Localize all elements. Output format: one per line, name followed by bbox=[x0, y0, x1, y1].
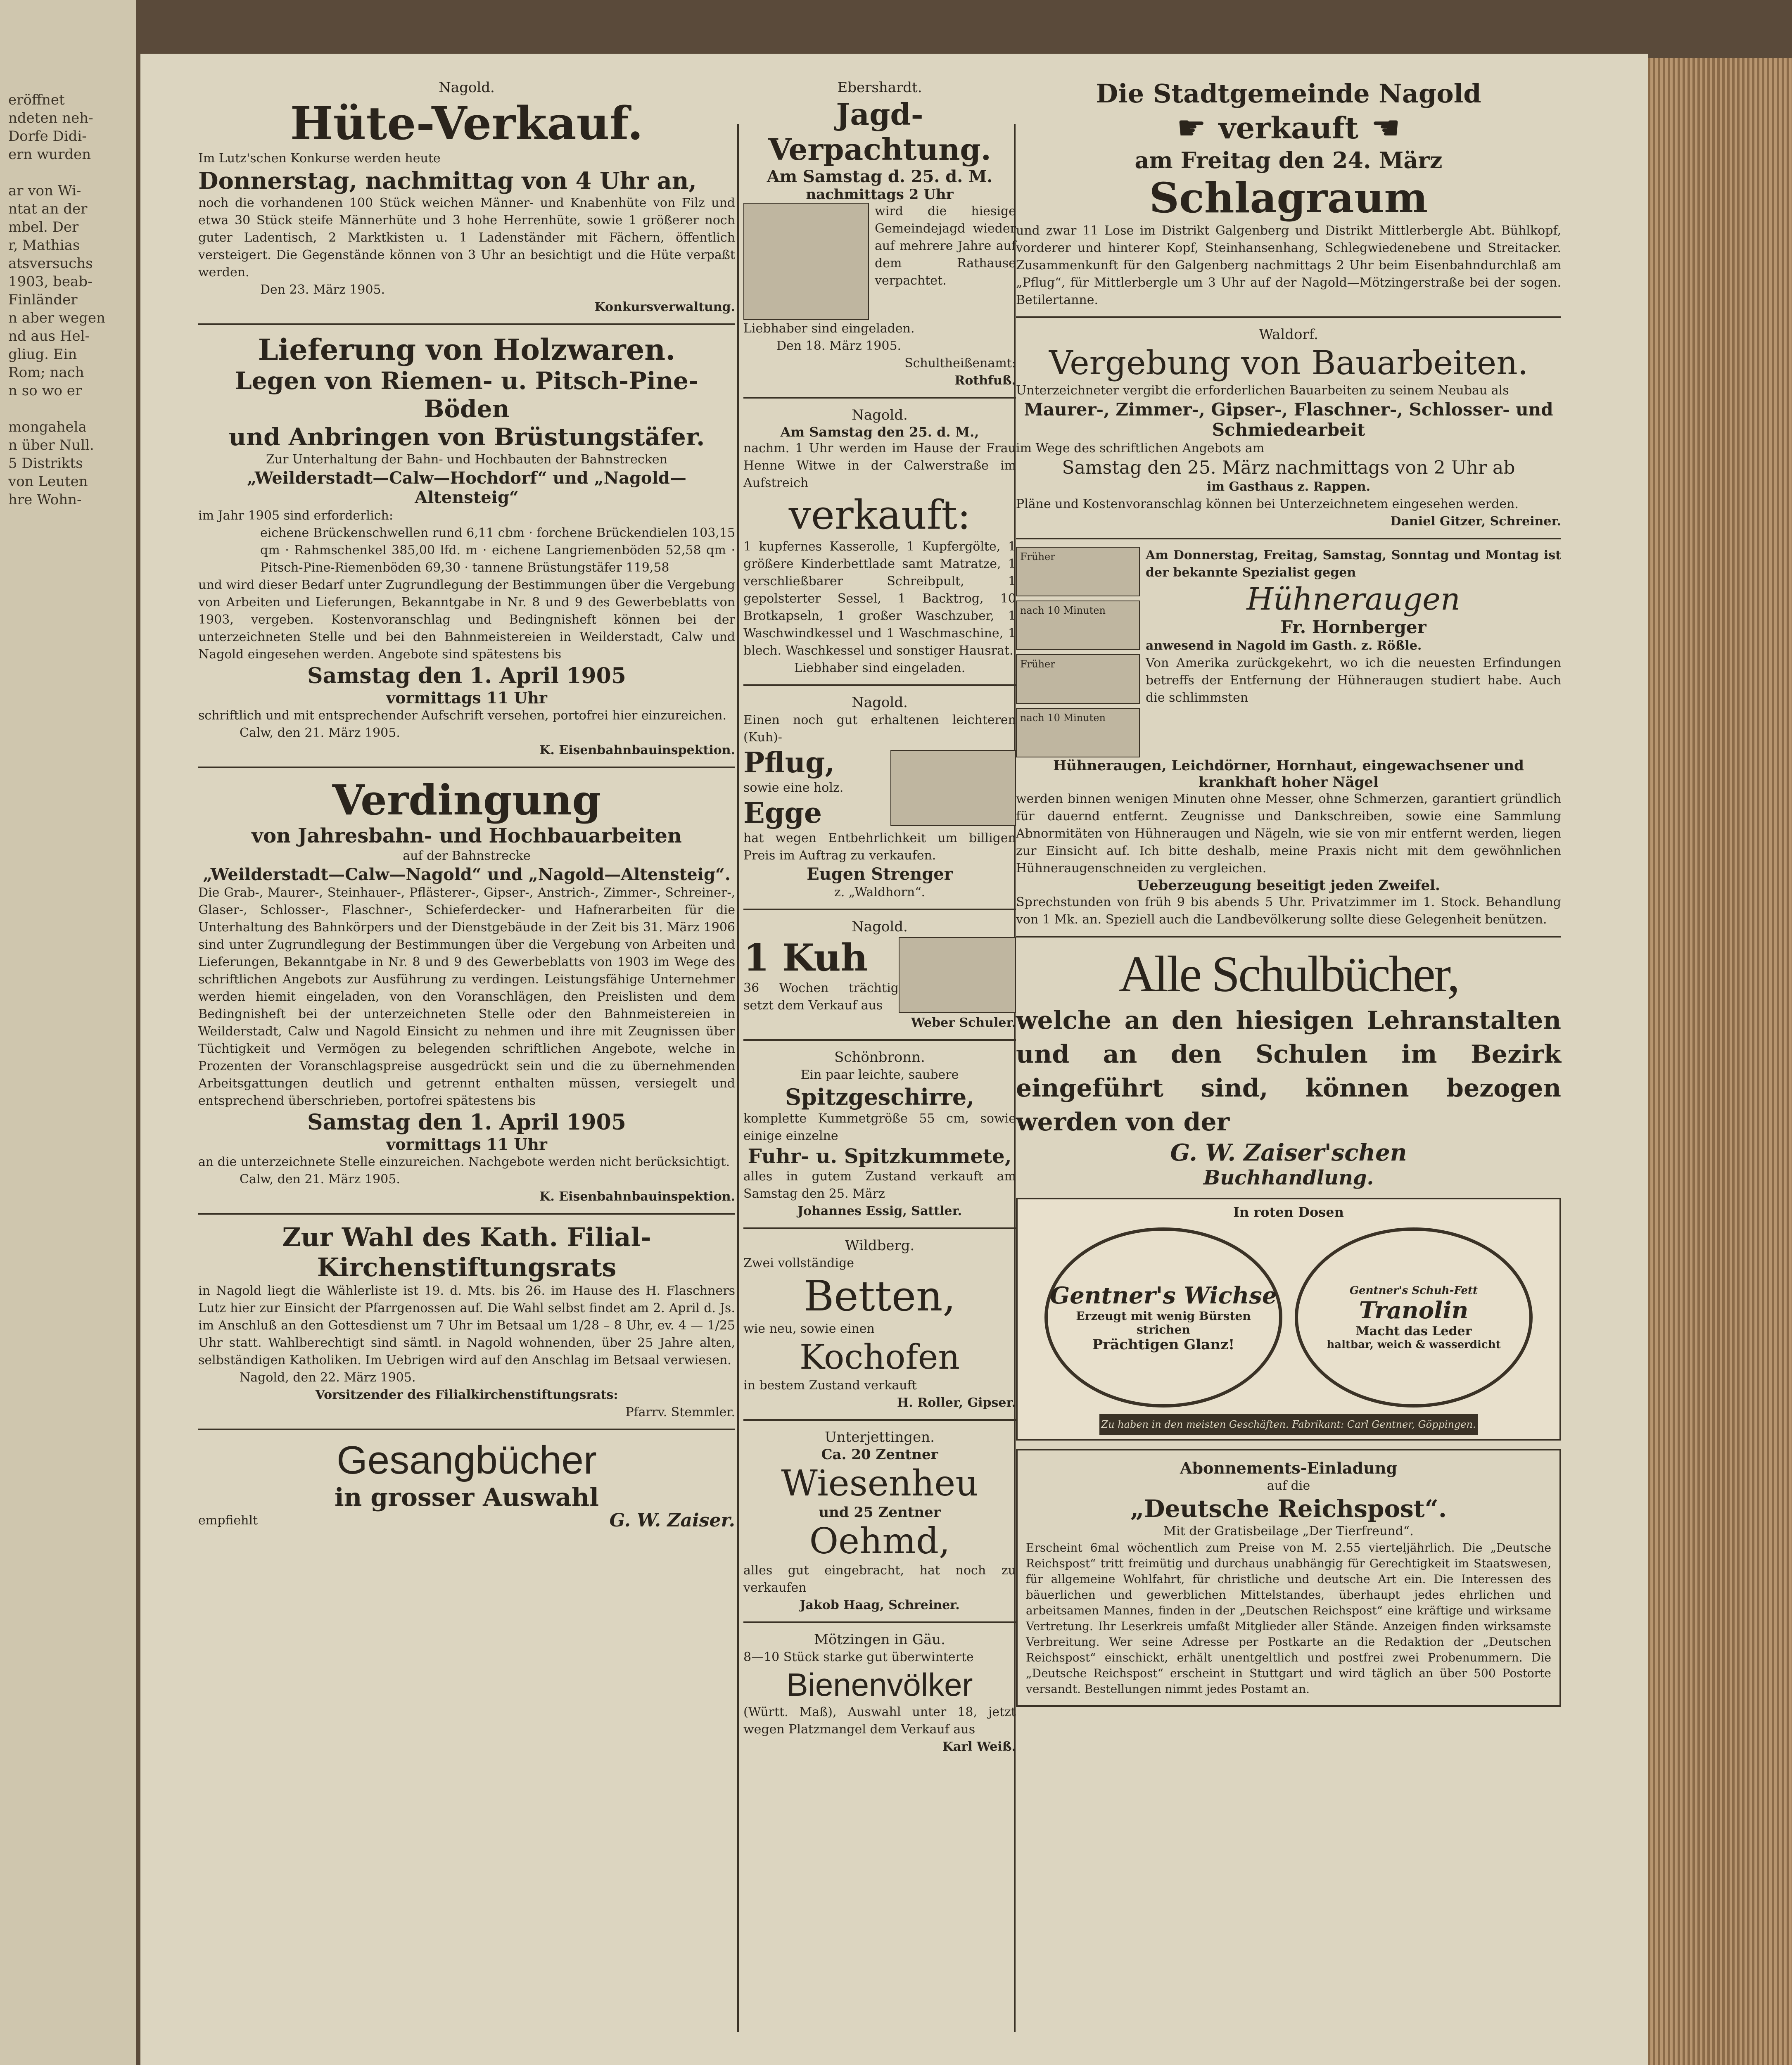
ad-route: „Weilderstadt—Calw—Nagold“ und „Nagold—Altensteig“. bbox=[203, 865, 731, 884]
ad-text: empfiehlt bbox=[198, 1513, 258, 1528]
ad-text: (Württ. Maß), Auswahl unter 18, jetzt wegen Platzmangel dem Verkauf aus bbox=[743, 1705, 1016, 1737]
tin-band: Erzeugt mit wenig Bürsten strichen bbox=[1076, 1309, 1251, 1336]
ad-text: noch die vorhandenen 100 Stück weichen Männer- und Knabenhüte von Filz und etwa 30 Stück steife Männerhüte und 3 hohe Herrenhüte, sowie 1 größerer noch guter Ladentisch, 2 Marktkisten u. 1 Ladenständer mit Fächern, öffentlich versteigert. Die Gegenstände können von 3 Uhr an besichtigt und die Hüte verpaßt werden. bbox=[198, 196, 735, 280]
divider bbox=[743, 1227, 1016, 1229]
divider bbox=[743, 1039, 1016, 1041]
ad-dateline: Calw, den 21. März 1905. bbox=[240, 1172, 400, 1187]
ad-deadline: Samstag den 1. April 1905 bbox=[307, 1110, 626, 1135]
ad-title: Die Stadtgemeinde Nagold bbox=[1096, 78, 1481, 109]
ad-text: komplette Kummetgröße 55 cm, sowie einige einzelne bbox=[743, 1111, 1016, 1143]
ad-title: Oehmd, bbox=[809, 1521, 950, 1562]
ad-text: Zur Unterhaltung der Bahn- und Hochbauten der Bahnstrecken bbox=[266, 452, 667, 467]
ad-text: 36 Wochen trächtig setzt dem Verkauf aus bbox=[743, 981, 899, 1013]
ad-text: in bestem Zustand verkauft bbox=[743, 1378, 917, 1393]
divider bbox=[1016, 538, 1561, 539]
page-edges bbox=[1648, 58, 1792, 2065]
divider bbox=[198, 1213, 735, 1215]
ad-holzwaren bbox=[198, 332, 735, 759]
ad-title: Spitzgeschirre, bbox=[785, 1084, 975, 1110]
ad-text: welche an den hiesigen Lehranstalten und an den Schulen im Bezirk eingeführt sind, können bezogen werden von der bbox=[1016, 1006, 1561, 1137]
ad-text: Einen noch gut erhaltenen leichteren (Kuh)- bbox=[743, 713, 1016, 745]
ad-title: „Deutsche Reichspost“. bbox=[1130, 1495, 1447, 1523]
ad-signature: Buchhandlung. bbox=[1203, 1166, 1374, 1189]
ad-signature: Vorsitzender des Filialkirchenstiftungsrats: bbox=[315, 1388, 618, 1402]
ad-text: Liebhaber sind eingeladen. bbox=[794, 661, 966, 675]
column-rule bbox=[737, 124, 739, 2032]
foot-illustration bbox=[1016, 708, 1140, 757]
tin-band: Prächtigen Glanz! bbox=[1092, 1336, 1235, 1353]
ad-title: Pflug, bbox=[743, 746, 835, 779]
ad-date: Samstag den 25. März nachmittags von 2 Uhr ab bbox=[1062, 457, 1515, 478]
divider bbox=[743, 909, 1016, 910]
ad-betten bbox=[743, 1237, 1016, 1412]
ad-title: verkauft: bbox=[788, 492, 971, 538]
ad-title: Wiesenheu bbox=[781, 1463, 978, 1504]
ad-text: Von Amerika zurückgekehrt, wo ich die neuesten Erfindungen betreffs der Entfernung der Hühneraugen studiert habe. Auch die schlimmsten bbox=[1146, 656, 1561, 705]
ad-signature: K. Eisenbahnbauinspektion. bbox=[539, 1189, 735, 1204]
foot-illustration bbox=[1016, 654, 1140, 704]
divider bbox=[743, 1621, 1016, 1623]
ad-jagd bbox=[743, 78, 1016, 389]
ad-subtitle: Ueberzeugung beseitigt jeden Zweifel. bbox=[1137, 877, 1440, 894]
ad-text: im Wege des schriftlichen Angebots am bbox=[1016, 441, 1265, 456]
ad-text: und zwar 11 Lose im Distrikt Galgenberg und Distrikt Mittlerbergle Abt. Bühlkopf, vorderer und hinterer Kopf, Steinhansenhang, Schlegwiedenebene und Streitacker. Zusammenkunft für den Galgenberg nachmittags 2 Uhr beim Eisenbahndurchlaß am „Pflug“, für Mittlerbergle um 3 Uhr auf der Nagold—Mötzingerstraße bei der sogen. Betilertanne. bbox=[1016, 223, 1561, 307]
ad-body-row bbox=[743, 936, 1016, 1014]
ad-kuh bbox=[743, 918, 1016, 1032]
ad-title: Lieferung von Holzwaren. bbox=[258, 332, 676, 367]
ad-title: Bienenvölker bbox=[786, 1666, 973, 1703]
ad-body-row bbox=[743, 203, 1016, 320]
ad-time: nachmittags 2 Uhr bbox=[806, 186, 954, 203]
ad-text: Ca. 20 Zentner bbox=[821, 1446, 938, 1463]
tin-label: Tranolin bbox=[1359, 1296, 1469, 1324]
ad-heading: Abonnements-Einladung bbox=[1180, 1459, 1398, 1477]
ad-title: Kochofen bbox=[799, 1338, 960, 1377]
tin-band: Macht das Leder bbox=[1355, 1324, 1472, 1339]
ad-date: Am Samstag den 25. d. M., bbox=[780, 424, 979, 440]
ad-signature: Pfarrv. Stemmler. bbox=[625, 1405, 735, 1419]
ad-text: Sprechstunden von früh 9 bis abends 5 Uhr. Privatzimmer im 1. Stock. Behandlung von 1 Mk. an. Speziell auch die Landbevölkerung sollte diese Gelegenheit benützen. bbox=[1016, 895, 1561, 927]
ad-name: Fr. Hornberger bbox=[1280, 617, 1426, 637]
ad-text: auf die bbox=[1267, 1479, 1310, 1493]
ad-hausrat bbox=[743, 406, 1016, 677]
tin-label: Gentner's Schuh-Fett bbox=[1349, 1284, 1478, 1297]
ad-date: am Freitag den 24. März bbox=[1135, 147, 1443, 173]
ad-signature: Karl Weiß. bbox=[942, 1740, 1016, 1754]
ad-geschirre bbox=[743, 1048, 1016, 1220]
ad-footer: Zu haben in den meisten Geschäften. Fabrikant: Carl Gentner, Göppingen. bbox=[1099, 1414, 1477, 1435]
ad-text: Die Grab-, Maurer-, Steinhauer-, Pflästerer-, Gipser-, Anstrich-, Zimmer-, Schreiner-, Glaser-, Schlosser-, Flaschner-, Schieferdecker- und Hafnerarbeiten für die Unterhaltung des Bahnkörpers und der Dienstgebäude in der Zeit bis 31. März 1906 sind unter Zugrundlegung der Bestimmungen über die Vergebung von Arbeiten und Lieferungen, Bekanntgabe in Nr. 8 und 9 des Gewerbeblatts von 1903 im Wege des schriftlichen Angebots zur Ausführung zu verdingen. Leistungsfähige Unternehmer werden hiemit eingeladen, von den Voranschlägen, den Preislisten und dem Bedingnisheft bei der unterzeichneten Stelle oder den Bahnmeistereien in Weilderstadt, Calw und Nagold Einsicht zu nehmen und ihre mit Zeugnissen über Tüchtigkeit und Vermögen zu belegenden schriftlichen Angebote, welche in Prozenten der Voranschlagspreise ausgedrückt sein und die zu übernehmenden Arbeitsgattungen deutlich und getrennt enthalten müssen, versiegelt und entsprechend überschrieben, portofrei spätestens bis bbox=[198, 885, 735, 1108]
ad-text: an die unterzeichnete Stelle einzureichen. Nachgebote werden nicht berücksichtigt. bbox=[198, 1155, 730, 1169]
ad-time: vormittags 11 Uhr bbox=[386, 688, 547, 707]
ad-title: Legen von Riemen- u. Pitsch-Pine-Böden bbox=[235, 367, 699, 423]
ad-gesangbuecher bbox=[198, 1438, 735, 1529]
illustration-caption: nach 10 Minuten bbox=[1020, 605, 1106, 616]
ad-title: verkauft bbox=[1218, 110, 1359, 145]
tins-row bbox=[1044, 1227, 1533, 1408]
ad-signature: K. Eisenbahnbauinspektion. bbox=[539, 743, 735, 757]
ad-dateline: Nagold, den 22. März 1905. bbox=[240, 1370, 416, 1385]
ad-text: Ein paar leichte, saubere bbox=[800, 1068, 959, 1082]
illustration-caption: Früher bbox=[1020, 551, 1055, 563]
ad-text: Erscheint 6mal wöchentlich zum Preise von M. 2.55 vierteljährlich. Die „Deutsche Reichspost“ tritt freimütig und durchaus unabhängig für Gerechtigkeit im Staatswesen, für allgemeine Wohlfahrt, für christliche und deutsche Art ein. Die Interessen des bäuerlichen und gewerblichen Mittelstandes, überhaupt jedes ehrlichen und arbeitsamen Mannes, finden in der „Deutschen Reichspost“ eine kräftige und wirksame Vertretung. Ihr Leserkreis umfaßt Mitglieder aller Stände. Anzeigen finden wirksamste Verbreitung. Wer seine Adresse per Postkarte an die Redaktion der „Deutschen Reichspost“ einschickt, erhält unentgeltlich und postfrei zwei Probenummern. Die „Deutsche Reichspost“ erscheint in Stuttgart und wird täglich an über 500 Postorte versandt. Bestellungen nimmt jedes Postamt an. bbox=[1026, 1541, 1551, 1696]
ad-title: Alle Schulbücher, bbox=[1118, 946, 1459, 1002]
ad-signature: Schultheißenamt: bbox=[904, 356, 1016, 370]
ad-location: anwesend in Nagold im Gasth. z. Rößle. bbox=[1146, 638, 1422, 653]
ad-schulbuecher bbox=[1016, 945, 1561, 1189]
ad-place: Wildberg. bbox=[845, 1237, 915, 1254]
ad-location: im Gasthaus z. Rappen. bbox=[1206, 479, 1371, 494]
ad-huete-verkauf bbox=[198, 78, 735, 316]
column-1 bbox=[198, 78, 735, 1529]
ad-signature: Eugen Strenger bbox=[807, 864, 953, 884]
ad-bauarbeiten bbox=[1016, 325, 1561, 530]
ad-signature: Weber Schuler. bbox=[911, 1016, 1016, 1030]
ad-text: sowie eine holz. bbox=[743, 781, 844, 795]
divider bbox=[198, 1429, 735, 1430]
ad-place: Nagold. bbox=[439, 79, 495, 96]
ad-text: und wird dieser Bedarf unter Zugrundlegung der Bestimmungen über die Vergebung von Arbeiten und Lieferungen, Bekanntgabe in Nr. 8 und 9 des Gewerbeblatts von 1903, vergeben. Kostenvoranschlag und Bedingnisheft können bei der unterzeichneten Stelle und bei den Bahnmeistereien in Weilderstadt, Calw und Nagold eingesehen werden. Angebote sind spätestens bis bbox=[198, 578, 735, 662]
ad-signature: Jakob Haag, Schreiner. bbox=[800, 1598, 960, 1612]
ad-item-list: eichene Brückenschwellen rund 6,11 cbm · forchene Brückendielen 103,15 qm · Rahmschenkel 385,00 lfd. m · eichene Langriemenböden 52,58 qm · Pitsch-Pine-Riemenböden 69,30 · tannene Brüstungstäfer 119,58 bbox=[260, 526, 735, 575]
ad-subtitle: Hühneraugen, Leichdörner, Hornhaut, eingewachsener und krankhaft hoher Nägel bbox=[1053, 757, 1524, 790]
ad-text: und 25 Zentner bbox=[819, 1504, 941, 1521]
ad-place: Waldorf. bbox=[1259, 326, 1318, 343]
ad-text: Unterzeichneter vergibt die erforderlichen Bauarbeiten zu seinem Neubau als bbox=[1016, 383, 1509, 398]
foot-illustration bbox=[1016, 547, 1140, 596]
hunting-scene-illustration bbox=[743, 203, 869, 320]
ad-time: vormittags 11 Uhr bbox=[386, 1135, 547, 1154]
ad-text: werden binnen wenigen Minuten ohne Messer, ohne Schmerzen, garantiert gründlich für dauernd entfernt. Zeugnisse und Dankschreiben, sowie eine Sammlung Abnormitäten von Hühneraugen und Nägeln, wie sie von mir entfernt werden, liegen zur Einsicht auf. Ich bitte deshalb, meine Praxis nicht mit dem gewöhnlichen Hühneraugenschneiden zu vergleichen. bbox=[1016, 792, 1561, 876]
ad-place: Nagold. bbox=[852, 919, 908, 935]
divider bbox=[1016, 936, 1561, 938]
ad-headline-row bbox=[1016, 109, 1561, 147]
ad-text: alles in gutem Zustand verkauft am Samstag den 25. März bbox=[743, 1169, 1016, 1201]
ad-dateline: Den 23. März 1905. bbox=[260, 282, 385, 297]
divider bbox=[198, 767, 735, 768]
ad-text: im Jahr 1905 sind erforderlich: bbox=[198, 508, 393, 523]
ad-deadline: Samstag den 1. April 1905 bbox=[307, 663, 626, 688]
plough-illustration bbox=[890, 750, 1016, 826]
ad-reichspost bbox=[1016, 1449, 1561, 1707]
ad-date: Am Samstag d. 25. d. M. bbox=[767, 167, 993, 186]
ad-title: Kirchenstiftungsrats bbox=[317, 1252, 617, 1282]
ad-signature: Daniel Gitzer, Schreiner. bbox=[1390, 514, 1561, 529]
illustration-caption: Früher bbox=[1020, 658, 1055, 670]
ad-subtitle: von Jahresbahn- und Hochbauarbeiten bbox=[252, 824, 682, 847]
ad-signature: Rothfuß. bbox=[954, 373, 1016, 388]
column-2 bbox=[743, 78, 1016, 1756]
ad-title: Verdingung bbox=[332, 776, 601, 824]
ad-place: Mötzingen in Gäu. bbox=[814, 1631, 945, 1648]
divider bbox=[743, 397, 1016, 399]
facing-page bbox=[0, 0, 136, 2065]
facing-page-text: eröffnet ndeten neh- Dorfe Didi- ern wurden ar von Wi- ntat an der mbel. Der r, Mathias atsversuchs 1903, beab- Finländer n aber wegen nd aus Hel- gliug. Ein Rom; nach n so wo er mongahela n über Null. 5 Distrikts von Leuten hre Wohn- bbox=[8, 92, 105, 508]
ad-dateline: Den 18. März 1905. bbox=[776, 339, 902, 353]
ad-text: In roten Dosen bbox=[1233, 1204, 1344, 1220]
ad-date: Donnerstag, nachmittag von 4 Uhr an, bbox=[198, 167, 697, 195]
cow-illustration bbox=[899, 937, 1016, 1013]
ad-text: wie neu, sowie einen bbox=[743, 1322, 875, 1336]
ad-title: Fuhr- u. Spitzkummete, bbox=[748, 1145, 1012, 1168]
tin-band: haltbar, weich & wasserdicht bbox=[1327, 1338, 1501, 1351]
illustration-caption: nach 10 Minuten bbox=[1020, 712, 1106, 724]
divider bbox=[198, 323, 735, 325]
ad-text: Im Lutz'schen Konkurse werden heute bbox=[198, 151, 441, 166]
ad-signature: Johannes Essig, Sattler. bbox=[797, 1204, 962, 1218]
ad-text: alles gut eingebracht, hat noch zu verkaufen bbox=[743, 1563, 1016, 1595]
ad-title: und Anbringen von Brüstungstäfer. bbox=[228, 423, 705, 451]
ad-subtitle: Mit der Gratisbeilage „Der Tierfreund“. bbox=[1163, 1524, 1414, 1538]
ad-title: Betten, bbox=[803, 1272, 956, 1320]
ad-signature: H. Roller, Gipser. bbox=[897, 1396, 1016, 1410]
ad-place: Schönbronn. bbox=[834, 1049, 925, 1066]
ad-text: schriftlich und mit entsprechender Aufschrift versehen, portofrei hier einzureichen. bbox=[198, 708, 727, 723]
ad-text: auf der Bahnstrecke bbox=[403, 849, 531, 863]
ad-wiesenheu bbox=[743, 1428, 1016, 1614]
ad-body-row bbox=[1016, 547, 1561, 757]
ad-text: Liebhaber sind eingeladen. bbox=[743, 321, 915, 336]
gentner-advertisement bbox=[1016, 1198, 1561, 1441]
ad-subtitle: in grosser Auswahl bbox=[334, 1483, 599, 1512]
column-3 bbox=[1016, 78, 1561, 1714]
ad-signature: G. W. Zaiser'schen bbox=[1170, 1139, 1407, 1166]
ad-title: Schlagraum bbox=[1149, 173, 1428, 222]
ad-title: Zur Wahl des Kath. Filial- bbox=[282, 1222, 651, 1252]
ad-title: Egge bbox=[743, 797, 822, 830]
ad-schlagraum bbox=[1016, 78, 1561, 309]
ad-body-row bbox=[743, 746, 1016, 830]
ad-signature: Konkursverwaltung. bbox=[594, 300, 735, 314]
ad-title: Verpachtung. bbox=[768, 132, 991, 167]
ad-dateline: Calw, den 21. März 1905. bbox=[240, 726, 400, 740]
ad-title: Jagd- bbox=[836, 97, 923, 132]
tin-label: Gentner's Wichse bbox=[1050, 1282, 1277, 1309]
ad-title: Hüte-Verkauf. bbox=[290, 97, 643, 150]
wichse-tin bbox=[1044, 1227, 1282, 1408]
divider bbox=[743, 1419, 1016, 1421]
ad-bienenvoelker bbox=[743, 1631, 1016, 1756]
ad-text: wird die hiesige Gemeindejagd wieder auf mehrere Jahre auf dem Rathause verpachtet. bbox=[875, 204, 1016, 288]
ad-text: nachm. 1 Uhr werden im Hause der Frau Henne Witwe in der Calwerstraße im Aufstreich bbox=[743, 441, 1016, 490]
ad-kirchenwahl bbox=[198, 1222, 735, 1421]
ad-route: „Weilderstadt—Calw—Hochdorf“ und „Nagold—Altensteig“ bbox=[247, 468, 686, 507]
ad-text: 8—10 Stück starke gut überwinterte bbox=[743, 1650, 974, 1664]
ad-footer bbox=[198, 1512, 735, 1529]
foot-illustrations bbox=[1016, 547, 1140, 757]
ad-place: Unterjettingen. bbox=[825, 1429, 935, 1446]
divider bbox=[743, 684, 1016, 686]
ad-text: Zwei vollständige bbox=[743, 1256, 854, 1270]
ad-title: Vergebung von Bauarbeiten. bbox=[1049, 344, 1529, 382]
divider bbox=[1016, 316, 1561, 318]
ad-title: Gesangbücher bbox=[337, 1438, 597, 1482]
ad-huehneraugen bbox=[1016, 547, 1561, 928]
foot-illustration bbox=[1016, 601, 1140, 650]
pointing-hand-icon: ☚ bbox=[1371, 109, 1401, 147]
tranolin-tin bbox=[1295, 1227, 1533, 1408]
ad-text: Am Donnerstag, Freitag, Samstag, Sonntag und Montag ist der bekannte Spezialist gegen bbox=[1146, 548, 1561, 580]
ad-place: Nagold. bbox=[852, 407, 908, 423]
ad-signature: G. W. Zaiser. bbox=[609, 1510, 735, 1531]
ad-text: in Nagold liegt die Wählerliste ist 19. d. Mts. bis 26. im Hause des H. Flaschners Lutz hier zur Einsicht der Pfarrgenossen auf. Die Wahl selbst findet am 2. April d. Js. im Anschluß an den Gottesdienst um 7 Uhr im Betsaal um 1/28 – 8 Uhr, ev. 4 — 1/25 Uhr statt. Wahlberechtigt sind sämtl. in Nagold wohnenden, über 25 Jahre alten, selbständigen Katholiken. Im Uebrigen wird auf den Anschlag im Betsaal verwiesen. bbox=[198, 1284, 735, 1367]
ad-title: Hühneraugen bbox=[1246, 582, 1460, 617]
ad-text: Pläne und Kostenvoranschlag können bei Unterzeichnetem eingesehen werden. bbox=[1016, 497, 1519, 511]
ad-text: hat wegen Entbehrlichkeit um billigen Preis im Auftrag zu verkaufen. bbox=[743, 831, 1016, 863]
ad-signature: z. „Waldhorn“. bbox=[834, 885, 926, 900]
ad-verdingung bbox=[198, 776, 735, 1206]
ad-title: 1 Kuh bbox=[743, 936, 868, 980]
pointing-hand-icon: ☛ bbox=[1176, 109, 1206, 147]
ad-place: Nagold. bbox=[852, 694, 908, 711]
ad-trades: Maurer-, Zimmer-, Gipser-, Flaschner-, Schlosser- und Schmiedearbeit bbox=[1024, 399, 1553, 440]
ad-pflug bbox=[743, 693, 1016, 901]
ad-item-list: 1 kupfernes Kasserolle, 1 Kupfergölte, 1 größere Kinderbettlade samt Matratze, 1 verschließbarer Schreibpult, 1 gepolsterter Sessel, 1 Backtrog, 10 Brotkapseln, 1 großer Waschzuber, 1 Waschwindkessel und 1 Waschmaschine, 1 blech. Waschkessel und sonstiger Hausrat. bbox=[743, 539, 1016, 658]
ad-place: Ebershardt. bbox=[837, 79, 922, 96]
